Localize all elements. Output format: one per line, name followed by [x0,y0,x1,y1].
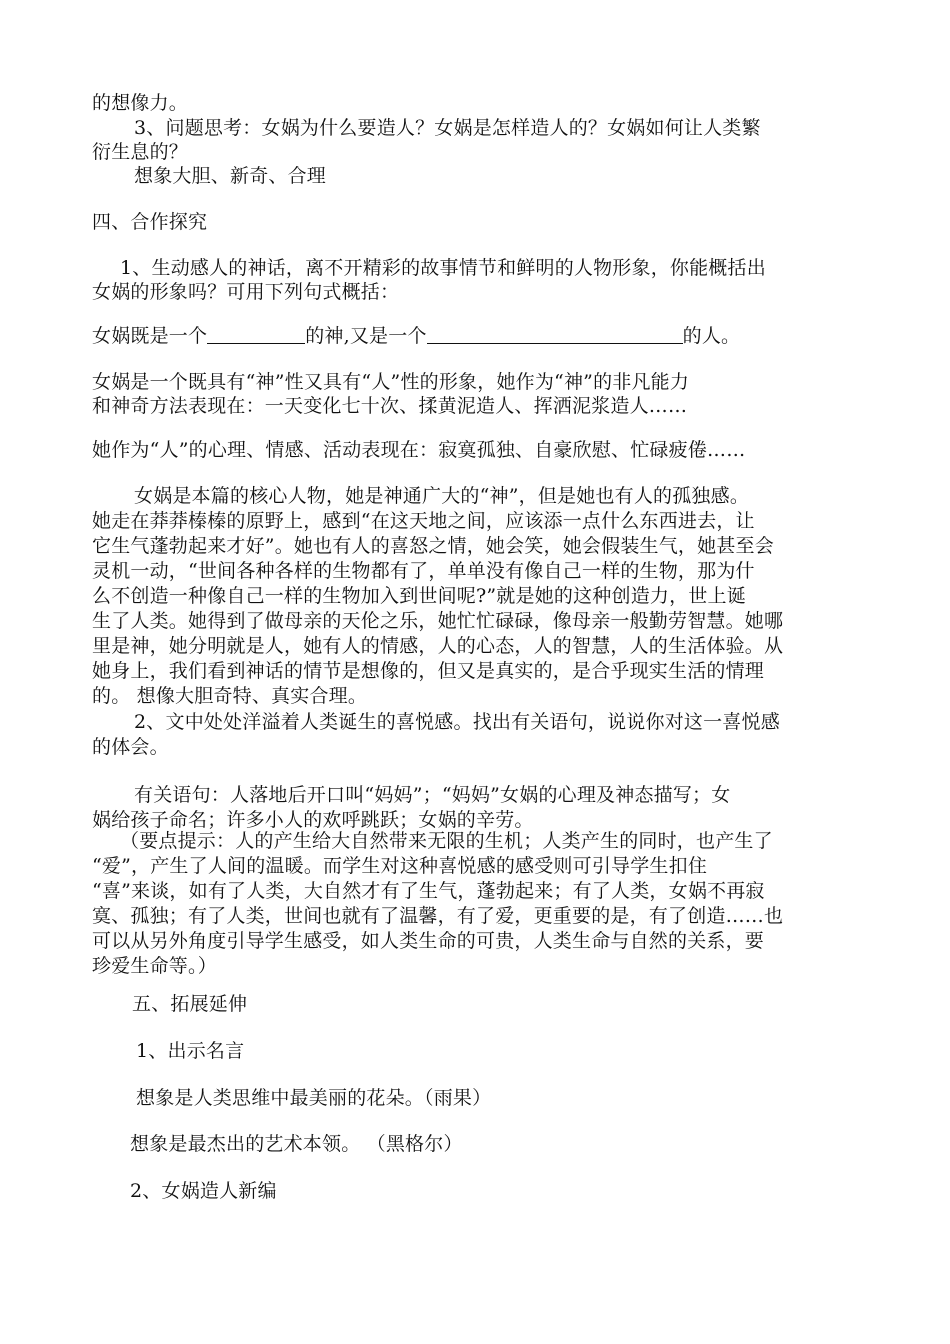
paragraph-line: 寞、孤独；有了人类，世间也就有了温馨，有了爱，更重要的是，有了创造……也 [92,905,784,927]
question-3-line-2: 衍生息的？ [92,141,189,163]
summary-line-3: 她作为“人”的心理、情感、活动表现在：寂寞孤独、自豪欣慰、忙碌疲倦…… [92,439,746,461]
question-1-line-2: 女娲的形象吗？可用下列句式概括： [92,281,400,303]
subheading-quotes: 1、出示名言 [136,1040,245,1062]
question-2 [92,710,860,760]
question-1-line-1: 1、生动感人的神话，离不开精彩的故事情节和鲜明的人物形象，你能概括出 [120,257,766,279]
fill-text-c: 的人。 [682,325,741,347]
subheading-retelling: 2、女娲造人新编 [130,1180,277,1202]
fill-text-a: 女娲既是一个 [92,325,208,347]
paragraph-line: 娲给孩子命名；许多小人的欢呼跳跃；女娲的辛劳。 [92,809,534,831]
fill-in-sentence [92,325,740,347]
section-heading-4: 四、合作探究 [92,211,208,233]
paragraph-line: 她走在莽莽榛榛的原野上，感到“在这天地之间，应该添一点什么东西进去，让 [92,510,755,532]
quote-hegel: 想象是最杰出的艺术本领。 （黑格尔） [130,1133,463,1155]
answer-2 [92,783,860,833]
paragraph-line: 有关语句：人落地后开口叫“妈妈”；“妈妈”女娲的心理及神态描写；女 [134,784,731,806]
fill-blank-1[interactable] [207,325,305,344]
paragraph-line: 2、文中处处洋溢着人类诞生的喜悦感。找出有关语句，说说你对这一喜悦感 [134,711,780,733]
paragraph-line: 可以从另外角度引导学生感受，如人类生命的可贵，人类生命与自然的关系，要 [92,930,765,952]
quote-hugo: 想象是人类思维中最美丽的花朵。（雨果） [136,1087,492,1109]
fill-text-b: 的神,又是一个 [305,325,427,347]
paragraph-line: 生了人类。她得到了做母亲的天伦之乐，她忙忙碌碌，像母亲一般勤劳智慧。她哪 [92,610,784,632]
paragraph-line: 它生气蓬勃起来才好”。她也有人的喜怒之情，她会笑，她会假装生气，她甚至会 [92,535,774,557]
paragraph-line: “爱”，产生了人间的温暖。而学生对这种喜悦感的感受则可引导学生扣住 [92,855,708,877]
answer-3: 想象大胆、新奇、合理 [134,165,327,187]
paragraph-line: 的体会。 [92,736,169,758]
paragraph-line: 的。 想像大胆奇特、真实合理。 [92,685,368,707]
fill-blank-2[interactable] [427,325,683,344]
paragraph-line: 里是神，她分明就是人，她有人的情感，人的心态，人的智慧，人的生活体验。从 [92,635,784,657]
text-line: 的想像力。 [92,92,189,114]
paragraph-line: 灵机一动，“世间各种各样的生物都有了，单单没有像自己一样的生物，那为什 [92,560,755,582]
analysis-paragraph [92,484,860,709]
key-points-tip [92,829,860,979]
question-3-line-1: 3、问题思考：女娲为什么要造人？女娲是怎样造人的？女娲如何让人类繁 [134,117,761,139]
paragraph-line: （要点提示：人的产生给大自然带来无限的生机；人类产生的同时，也产生了 [120,830,773,852]
paragraph-line: 女娲是本篇的核心人物，她是神通广大的“神”，但是她也有人的孤独感。 [134,485,750,507]
paragraph-line: 她身上，我们看到神话的情节是想像的，但又是真实的，是合乎现实生活的情理 [92,660,765,682]
section-heading-5: 五、拓展延伸 [132,993,248,1015]
paragraph-line: 珍爱生命等。） [92,955,217,977]
paragraph-line: “喜”来谈，如有了人类，大自然才有了生气，蓬勃起来；有了人类，女娲不再寂 [92,880,765,902]
summary-line-1: 女娲是一个既具有“神”性又具有“人”性的形象，她作为“神”的非凡能力 [92,371,690,393]
summary-line-2: 和神奇方法表现在：一天变化七十次、揉黄泥造人、挥洒泥浆造人…… [92,395,688,417]
paragraph-line: 么不创造一种像自己一样的生物加入到世间呢?”就是她的这种创造力，世上诞 [92,585,746,607]
